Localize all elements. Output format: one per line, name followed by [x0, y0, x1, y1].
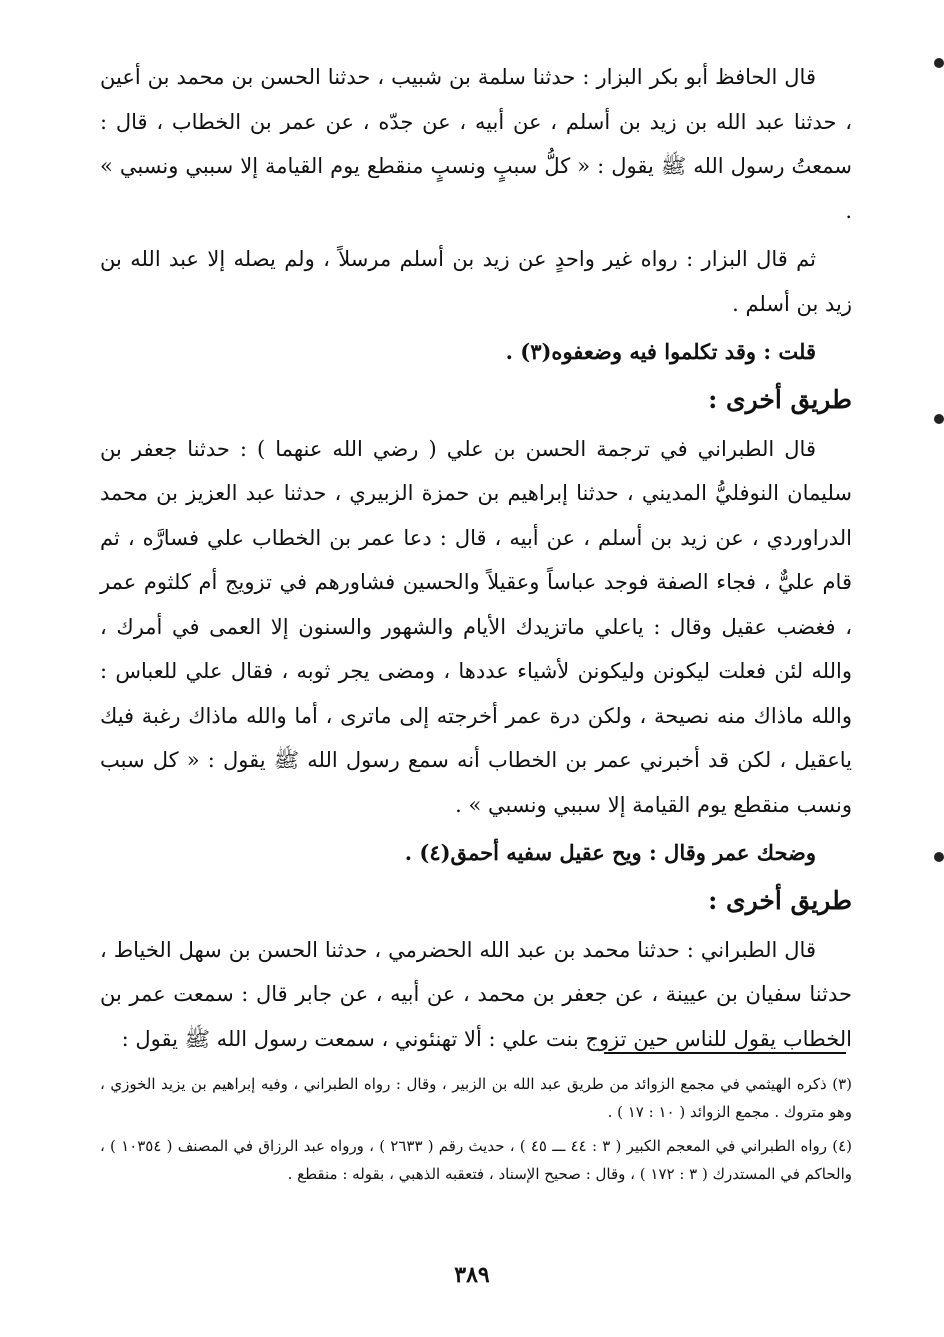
paragraph-author-note: قلت : وقد تكلموا فيه وضعفوه(٣) . [505, 339, 816, 364]
paragraph-tabarani-jabir: قال الطبراني : حدثنا محمد بن عبد الله الحضرمي ، حدثنا الحسن بن سهل الخياط ، حدثنا سفيان بن عيينة ، عن جعفر بن محمد ، عن أبيه ، عن جابر قال : سمعت عمر بن الخطاب يقول للناس حين تزوج بنت علي : ألا تهنئوني ، سمعت رسول الله ﷺ يقول : [100, 937, 852, 1051]
paragraph-tabarani-hasan: قال الطبراني في ترجمة الحسن بن علي ( رضي الله عنهما ) : حدثنا جعفر بن سليمان النوفليُّ المديني ، حدثنا إبراهيم بن حمزة الزبيري ، حدثنا عبد العزيز بن محمد الدراوردي ، عن زيد بن أسلم ، عن أبيه ، قال : دعا عمر بن الخطاب علي فسارَّه ، ثم قام عليٌّ ، فجاء الصفة فوجد عباساً وعقيلاً والحسين فشاورهم في تزويج أم كلثوم عمر ، فغضب عقيل وقال : ياعلي ماتزيدك الأيام والشهور والسنون إلا العمى في أمرك ، والله لئن فعلت ليكونن وليكونن لأشياء عددها ، ومضى يجر ثوبه ، فقال علي للعباس : والله ماذاك منه نصيحة ، ولكن درة عمر أخرجته إلى ماترى ، أما والله ماذاك رغبة فيك ياعقيل ، لكن قد أخبرني عمر بن الخطاب أنه سمع رسول الله ﷺ يقول : « كل سبب ونسب منقطع يوم القيامة إلا سببي ونسبي » . [100, 436, 852, 817]
margin-mark-lower [934, 852, 944, 862]
margin-mark-middle [934, 414, 944, 424]
paragraph-bazzar-hadith: قال الحافظ أبو بكر البزار : حدثنا سلمة بن شبيب ، حدثنا الحسن بن محمد بن أعين ، حدثنا عبد الله بن زيد بن أسلم ، عن أبيه ، عن جدّه ، عن عمر بن الخطاب ، قال : سمعتُ رسول الله ﷺ يقول : « كلُّ سببٍ ونسبٍ منقطع يوم القيامة إلا سببي ونسبي » . [100, 65, 852, 223]
footnote-separator [604, 1052, 846, 1054]
margin-mark-top [934, 58, 944, 68]
section-heading-other-route-2: طريق أخرى : [708, 885, 852, 915]
section-heading-other-route-1: طريق أخرى : [708, 384, 852, 414]
paragraph-bazzar-comment: ثم قال البزار : رواه غير واحدٍ عن زيد بن أسلم مرسلاً ، ولم يصله إلا عبد الله بن زيد بن أسلم . [100, 247, 852, 316]
page-number: ٣٨٩ [454, 1262, 490, 1288]
footnote-3: (٣) ذكره الهيثمي في مجمع الزوائد من طريق عبد الله بن الزبير ، وقال : رواه الطبراني ، وفيه إبراهيم بن يزيد الخوزي ، وهو متروك . مجمع الزوائد ( ١٠ : ١٧ ) . [100, 1075, 852, 1121]
footnotes [100, 1070, 852, 1194]
footnote-4: (٤) رواه الطبراني في المعجم الكبير ( ٣ : ٤٤ ـــ ٤٥ ) ، حديث رقم ( ٢٦٣٣ ) ، ورواه عبد الرزاق في المصنف ( ١٠٣٥٤ ) ، والحاكم في المستدرك ( ٣ : ١٧٢ ) ، وقال : صحيح الإسناد ، فتعقبه الذهبي ، بقوله : منقطع . [100, 1137, 852, 1183]
paragraph-umar-laughed: وضحك عمر وقال : ويح عقيل سفيه أحمق(٤) . [404, 840, 816, 865]
main-text [100, 55, 852, 1061]
